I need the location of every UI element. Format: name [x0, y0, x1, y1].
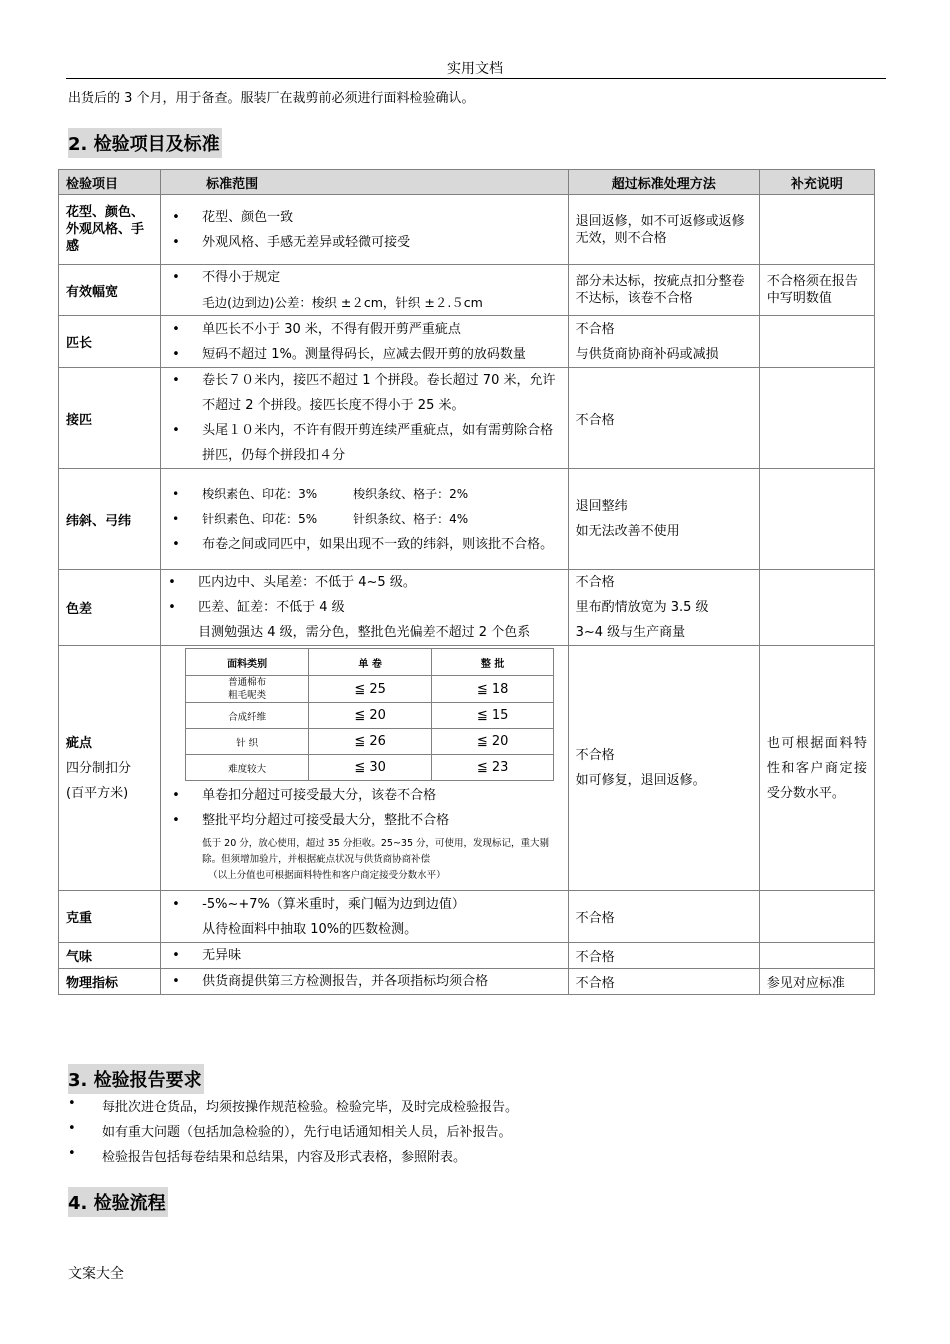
handling-line: 不合格 [575, 575, 615, 590]
std-bullet: • 单卷扣分超过可接受最大分，该卷不合格 [168, 783, 560, 808]
std-bullet: • 头尾１０米内，不许有假开剪连续严重疵点，如有需剪除合格拼匹，仍每个拼段扣４分 [168, 418, 560, 468]
table-header-row [59, 170, 875, 195]
handling-line: 不合格 [575, 321, 615, 337]
defect-item-sub1: 四分制扣分 [66, 760, 132, 776]
bullet-dot: • [68, 1121, 76, 1136]
row-handling-skew [568, 469, 759, 570]
subtable-row [186, 676, 554, 703]
subtable-batch-value: ≦ 18 [432, 676, 554, 703]
row-handling-defect [568, 646, 759, 891]
handling-line: 如可修复，退回返修。 [575, 773, 706, 788]
row-item-joint: 接匹 [59, 368, 161, 469]
inspection-standards-table [58, 169, 875, 995]
row-note-joint [759, 368, 874, 469]
std-bullet: • 布卷之间或同匹中，如果出现不一致的纬斜，则该批不合格。 [168, 532, 560, 557]
row-item-shade: 色差 [59, 570, 161, 646]
list-item-text: 如有重大问题（包括加急检验的），先行电话通知相关人员，后补报告。 [102, 1125, 512, 1140]
intro-paragraph: 出货后的 3 个月，用于备查。服装厂在裁剪前必须进行面料检验确认。 [68, 91, 475, 106]
subtable-batch-value: ≦ 20 [432, 729, 554, 755]
std-bullet: • 短码不超过 1%。测量得码长，应减去假开剪的放码数量 [168, 342, 560, 367]
subtable-roll-value: ≦ 30 [309, 755, 432, 781]
row-note-defect: 也可根据面料特性和客户商定接受分数水平。 [759, 646, 874, 891]
std-bullet: • 卷长７０米内，接匹不超过 1 个拼段。卷长超过 70 米，允许不超过 2 个拼段。接匹长度不得小于 25 米。 [168, 368, 560, 418]
subtable-category: 合成纤维 [186, 703, 309, 729]
std-bullet: • 匹内边中、头尾差：不低于 4~5 级。 [164, 570, 560, 595]
row-item-defect [59, 646, 161, 891]
subtable-category: 难度较大 [186, 755, 309, 781]
table-row [59, 943, 875, 969]
table-row [59, 570, 875, 646]
row-handling-joint: 不合格 [568, 368, 759, 469]
subtable-batch-value: ≦ 15 [432, 703, 554, 729]
subtable-header-cell: 单 卷 [309, 649, 432, 676]
subtable-header [186, 649, 554, 676]
row-note-weight [759, 891, 874, 943]
row-item-width: 有效幅宽 [59, 265, 161, 316]
section-3-heading: 3. 检验报告要求 [68, 1064, 204, 1094]
row-handling-odor: 不合格 [568, 943, 759, 969]
row-std-weight [161, 891, 568, 943]
row-note-skew [759, 469, 874, 570]
std-bullet: • 供货商提供第三方检测报告，并各项指标均须合格 [168, 969, 560, 994]
defect-item-sub2: (百平方米) [66, 785, 129, 801]
bullet-dot: • [68, 1146, 76, 1161]
table-row [59, 891, 875, 943]
row-item-odor: 气味 [59, 943, 161, 969]
row-handling-physical: 不合格 [568, 969, 759, 995]
col-header-handling: 超过标准处理方法 [568, 170, 759, 195]
defect-points-subtable [185, 648, 554, 781]
subtable-category [186, 676, 309, 703]
row-note-shade [759, 570, 874, 646]
std-continuation: 从待检面料中抽取 10%的匹数检测。 [202, 921, 418, 937]
table-row [59, 969, 875, 995]
subtable-roll-value: ≦ 25 [309, 676, 432, 703]
row-handling-weight: 不合格 [568, 891, 759, 943]
handling-line: 里布酌情放宽为 3.5 级 [575, 600, 709, 615]
row-note-odor [759, 943, 874, 969]
page-footer: 文案大全 [68, 1266, 124, 1282]
handling-line: 3~4 级与生产商量 [575, 625, 686, 640]
row-std-pattern [161, 195, 568, 265]
table-row [59, 316, 875, 368]
header-divider [66, 78, 886, 79]
category-line: 粗毛呢类 [228, 690, 267, 701]
table-row [59, 646, 875, 891]
section-2-heading: 2. 检验项目及标准 [68, 128, 222, 158]
std-continuation: 目测勉强达 4 级，需分色，整批色光偏差不超过 2 个色系 [198, 625, 531, 640]
table-row [59, 469, 875, 570]
bullet-dot: • [68, 1096, 76, 1111]
subtable-header-cell: 整 批 [432, 649, 554, 676]
row-handling-pattern: 退回返修，如不可返修或返修无效，则不合格 [568, 195, 759, 265]
table-row [59, 368, 875, 469]
subtable-row [186, 755, 554, 781]
row-item-weight: 克重 [59, 891, 161, 943]
subtable-row [186, 729, 554, 755]
list-item-text: 每批次进仓货品，均须按操作规范检验。检验完毕，及时完成检验报告。 [102, 1100, 519, 1115]
defect-item-title: 疵点 [66, 735, 93, 751]
subtable-row [186, 703, 554, 729]
row-handling-shade [568, 570, 759, 646]
defect-small-note-2: （以上分值也可根据面料特性和客户商定接受分数水平） [208, 870, 446, 881]
category-line: 普通棉布 [228, 677, 267, 688]
row-handling-width: 部分未达标，按疵点扣分整卷不达标，该卷不合格 [568, 265, 759, 316]
row-note-length [759, 316, 874, 368]
row-note-width: 不合格须在报告中写明数值 [759, 265, 874, 316]
col-header-item: 检验项目 [59, 170, 161, 195]
std-bullet: • 花型、颜色一致 [168, 205, 560, 230]
row-note-physical: 参见对应标准 [759, 969, 874, 995]
row-std-odor [161, 943, 568, 969]
row-item-length: 匹长 [59, 316, 161, 368]
handling-line: 不合格 [575, 748, 615, 763]
row-std-skew [161, 469, 568, 570]
row-item-physical: 物理指标 [59, 969, 161, 995]
page-header-title: 实用文档 [447, 61, 503, 77]
row-std-joint [161, 368, 568, 469]
row-std-defect [161, 646, 568, 891]
col-header-standard: 标准范围 [161, 170, 568, 195]
handling-line: 退回整纬 [575, 499, 628, 514]
row-item-skew: 纬斜、弓纬 [59, 469, 161, 570]
subtable-roll-value: ≦ 20 [309, 703, 432, 729]
std-bullet: • 整批平均分超过可接受最大分，整批不合格 [168, 808, 560, 833]
table-row [59, 265, 875, 316]
std-bullet: • 不得小于规定 [168, 265, 560, 290]
subtable-header-cell: 面料类别 [186, 649, 309, 676]
row-item-pattern: 花型、颜色、外观风格、手感 [59, 195, 161, 265]
col-header-note: 补充说明 [759, 170, 874, 195]
std-bullet: • 无异味 [168, 943, 560, 968]
row-std-physical [161, 969, 568, 995]
row-std-width [161, 265, 568, 316]
std-bullet: • 针织素色、印花：5% 针织条纹、格子：4% [168, 507, 560, 532]
row-std-length [161, 316, 568, 368]
subtable-category: 针 织 [186, 729, 309, 755]
subtable-batch-value: ≦ 23 [432, 755, 554, 781]
std-bullet: • 梭织素色、印花：3% 梭织条纹、格子：2% [168, 482, 560, 507]
section-4-heading: 4. 检验流程 [68, 1187, 168, 1217]
handling-line: 如无法改善不使用 [575, 524, 680, 539]
row-handling-length [568, 316, 759, 368]
std-continuation: 毛边(边到边)公差：梭织 ±２cm，针织 ±２.５cm [202, 295, 483, 310]
std-bullet: • 单匹长不小于 30 米，不得有假开剪严重疵点 [168, 317, 560, 342]
defect-small-note: 低于 20 分，放心使用，超过 35 分拒收。25~35 分，可使用，发现标记，重大剔除。但须增加验片，并根据疵点状况与供货商协商补偿 [202, 838, 550, 865]
std-bullet: • 外观风格、手感无差异或轻微可接受 [168, 230, 560, 255]
handling-line: 与供货商协商补码或减损 [575, 346, 719, 362]
list-item-text: 检验报告包括每卷结果和总结果，内容及形式表格，参照附表。 [102, 1150, 467, 1165]
table-row [59, 195, 875, 265]
row-note-pattern [759, 195, 874, 265]
row-std-shade [161, 570, 568, 646]
std-bullet: • 匹差、缸差：不低于 4 级 [164, 595, 560, 620]
std-bullet: • -5%~+7%（算米重时，乘门幅为边到边值） [168, 892, 560, 917]
subtable-roll-value: ≦ 26 [309, 729, 432, 755]
